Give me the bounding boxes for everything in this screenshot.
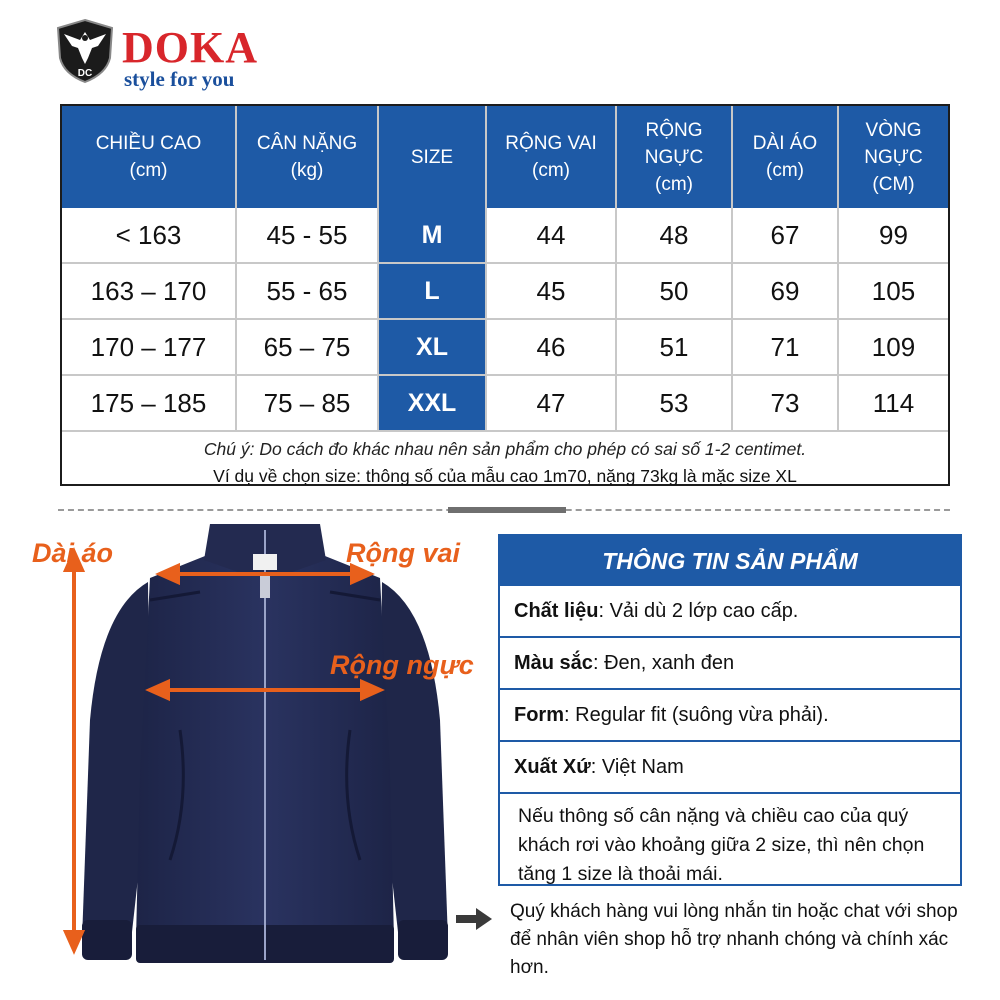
jacket-illustration bbox=[32, 520, 490, 990]
header-line: (cm) bbox=[766, 160, 804, 181]
header-line: (cm) bbox=[532, 160, 570, 181]
header-line: CÂN NẶNG bbox=[256, 133, 358, 154]
header-line: DÀI ÁO bbox=[752, 133, 818, 154]
header-line: (cm) bbox=[655, 173, 693, 195]
contact-text: Quý khách hàng vui lòng nhắn tin hoặc chat với shop để nhân viên shop hỗ trợ nhanh chóng và chính xác hơn. bbox=[510, 901, 958, 978]
label-shoulder: Rộng vai bbox=[346, 538, 461, 568]
product-info-title: THÔNG TIN SẢN PHẨM bbox=[500, 536, 960, 586]
table-body bbox=[62, 208, 948, 431]
table-cell: 67 bbox=[732, 208, 838, 263]
table-cell: 75 – 85 bbox=[236, 375, 378, 431]
table-cell: 175 – 185 bbox=[62, 375, 236, 431]
size-tip: Nếu thông số cân nặng và chiều cao của quý khách rơi vào khoảng giữa 2 size, thì nên chọn tăng 1 size là thoải mái. bbox=[518, 805, 925, 885]
table-row bbox=[62, 375, 948, 431]
header-line: NGỰC bbox=[864, 146, 923, 168]
table-cell: 163 – 170 bbox=[62, 263, 236, 319]
table-cell: 114 bbox=[838, 375, 948, 431]
label-chest: Rộng ngực bbox=[330, 650, 474, 680]
size-chart bbox=[60, 104, 950, 486]
jacket-image bbox=[60, 520, 490, 990]
header-line: NGỰC bbox=[644, 146, 704, 168]
info-origin: Xuất Xứ: Việt Nam bbox=[500, 742, 960, 794]
header-cell bbox=[236, 106, 378, 208]
header-cell bbox=[378, 106, 486, 208]
table-cell: 53 bbox=[616, 375, 732, 431]
table-header-row bbox=[62, 106, 948, 208]
info-form: Form: Regular fit (suông vừa phải). bbox=[500, 690, 960, 742]
table-cell: 44 bbox=[486, 208, 616, 263]
table-cell: 55 - 65 bbox=[236, 263, 378, 319]
color-value: Đen, xanh đen bbox=[604, 652, 735, 674]
table-cell: 48 bbox=[616, 208, 732, 263]
size-cell: M bbox=[378, 208, 486, 263]
table-cell: 109 bbox=[838, 319, 948, 375]
table-cell: 45 bbox=[486, 263, 616, 319]
size-notes bbox=[62, 432, 948, 490]
table-cell: 99 bbox=[838, 208, 948, 263]
size-cell: XL bbox=[378, 319, 486, 375]
color-label: Màu sắc bbox=[514, 652, 593, 674]
eagle-shield-icon bbox=[54, 18, 116, 84]
form-value: Regular fit (suông vừa phải). bbox=[575, 704, 829, 726]
table-cell: 47 bbox=[486, 375, 616, 431]
info-material: Chất liệu: Vải dù 2 lớp cao cấp. bbox=[500, 586, 960, 638]
table-cell: 170 – 177 bbox=[62, 319, 236, 375]
origin-value: Việt Nam bbox=[601, 756, 684, 778]
brand-tagline: style for you bbox=[124, 67, 235, 91]
header-line: VÒNG bbox=[865, 119, 922, 141]
size-table bbox=[62, 106, 948, 432]
table-row bbox=[62, 319, 948, 375]
brand-logo bbox=[54, 10, 294, 90]
size-example: Ví dụ về chọn size: thông số của mẫu cao 1m70, nặng 73kg là mặc size XL bbox=[213, 466, 797, 486]
logo-monogram: DC bbox=[77, 68, 93, 79]
size-note: Chú ý: Do cách đo khác nhau nên sản phẩm cho phép có sai số 1-2 centimet. bbox=[203, 439, 807, 459]
table-cell: 71 bbox=[732, 319, 838, 375]
arrow-right-icon bbox=[456, 908, 492, 930]
size-cell: L bbox=[378, 263, 486, 319]
header-line: SIZE bbox=[410, 146, 454, 168]
table-row bbox=[62, 263, 948, 319]
label-length: Dài áo bbox=[32, 538, 114, 568]
material-value: Vải dù 2 lớp cao cấp. bbox=[609, 600, 799, 622]
table-cell: 46 bbox=[486, 319, 616, 375]
header-cell bbox=[486, 106, 616, 208]
header-cell bbox=[838, 106, 948, 208]
table-cell: 65 – 75 bbox=[236, 319, 378, 375]
size-cell: XXL bbox=[378, 375, 486, 431]
header-cell bbox=[62, 106, 236, 208]
form-label: Form bbox=[514, 704, 564, 726]
table-row bbox=[62, 208, 948, 263]
material-label: Chất liệu bbox=[514, 600, 599, 622]
header-line: CHIỀU CAO bbox=[95, 133, 202, 154]
brand-name: DOKA bbox=[122, 23, 258, 72]
header-line: RỘNG bbox=[645, 119, 703, 141]
table-cell: 69 bbox=[732, 263, 838, 319]
info-color: Màu sắc: Đen, xanh đen bbox=[500, 638, 960, 690]
header-line: (kg) bbox=[290, 160, 324, 181]
table-cell: 45 - 55 bbox=[236, 208, 378, 263]
table-cell: 51 bbox=[616, 319, 732, 375]
header-line: (cm) bbox=[129, 160, 168, 181]
table-cell: < 163 bbox=[62, 208, 236, 263]
product-info-box bbox=[498, 534, 962, 886]
table-cell: 73 bbox=[732, 375, 838, 431]
table-cell: 50 bbox=[616, 263, 732, 319]
header-cell bbox=[616, 106, 732, 208]
origin-label: Xuất Xứ bbox=[514, 756, 591, 778]
table-cell: 105 bbox=[838, 263, 948, 319]
divider-accent bbox=[448, 507, 566, 513]
header-line: (CM) bbox=[872, 173, 915, 195]
header-cell bbox=[732, 106, 838, 208]
header-line: RỘNG VAI bbox=[505, 133, 597, 154]
